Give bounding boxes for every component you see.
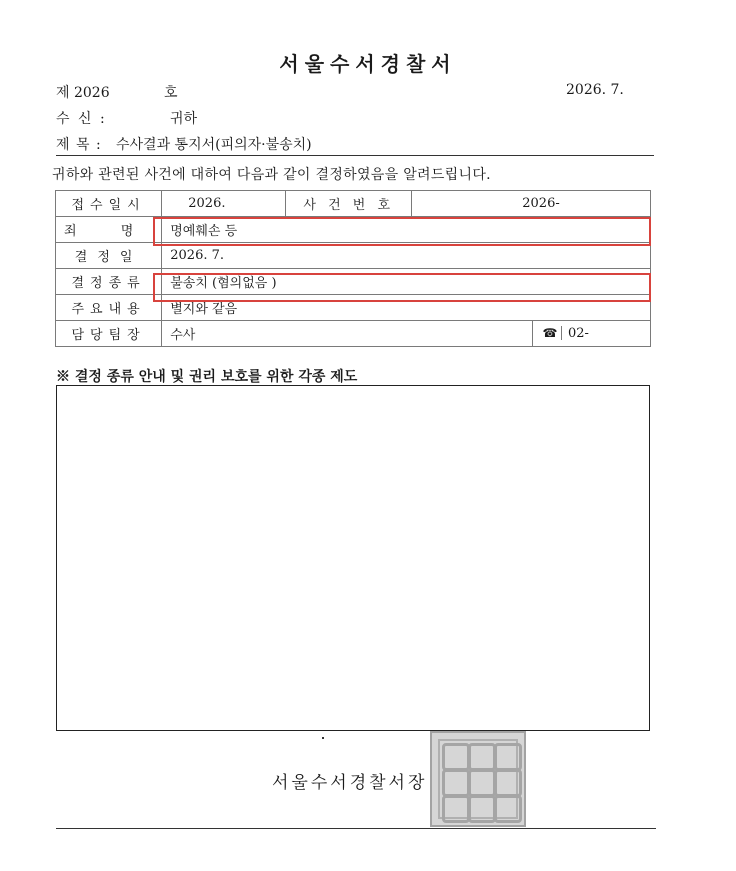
document-date: 2026. 7. — [566, 82, 624, 98]
team-leader-value: 수사 — [162, 321, 533, 347]
table-row — [56, 243, 651, 269]
header-divider — [56, 155, 654, 156]
decision-type-highlight — [153, 273, 651, 302]
charge-label: 죄 명 — [56, 217, 162, 243]
phone-cell — [533, 321, 651, 347]
document-number-suffix: 호 — [164, 85, 178, 101]
scan-speck — [322, 737, 324, 739]
received-date-value: 2026. — [162, 191, 286, 217]
notice-content-box — [56, 385, 650, 731]
case-info-table — [55, 190, 651, 347]
main-content-label: 주요내용 — [56, 295, 162, 321]
signature: 서울수서경찰서장 — [272, 773, 428, 793]
document-number-prefix: 제 2026 — [56, 85, 110, 101]
intro-text: 귀하와 관련된 사건에 대하여 다음과 같이 결정하였음을 알려드립니다. — [52, 167, 491, 183]
main-content-value: 별지와 같음 — [162, 295, 651, 321]
subject-value: 수사결과 통지서(피의자·불송치) — [116, 137, 312, 153]
phone-value: 02- — [568, 326, 589, 341]
charge-highlight — [153, 217, 651, 246]
charge-value: 명예훼손 등 — [162, 217, 651, 243]
document-title: 서울수서경찰서 — [279, 52, 457, 76]
recipient-value: 귀하 — [170, 111, 198, 127]
document-number — [56, 82, 110, 102]
recipient-label: 수 신 : — [56, 111, 107, 127]
official-seal — [430, 731, 526, 827]
table-row — [56, 321, 651, 347]
decision-type-value: 불송치 (혐의없음 ) — [162, 269, 651, 295]
footer-divider — [56, 828, 656, 829]
decision-date-label: 결정일 — [56, 243, 162, 269]
case-number-value: 2026- — [412, 191, 651, 217]
team-leader-label: 담당팀장 — [56, 321, 162, 347]
case-number-label: 사 건 번 호 — [286, 191, 412, 217]
table-row — [56, 191, 651, 217]
received-date-label: 접수일시 — [56, 191, 162, 217]
decision-date-value: 2026. 7. — [162, 243, 651, 269]
decision-type-label: 결정종류 — [56, 269, 162, 295]
notice-heading: ※ 결정 종류 안내 및 권리 보호를 위한 각종 제도 — [56, 369, 358, 385]
phone-icon: ☎ — [539, 326, 562, 340]
subject-label: 제 목 : — [56, 137, 102, 153]
